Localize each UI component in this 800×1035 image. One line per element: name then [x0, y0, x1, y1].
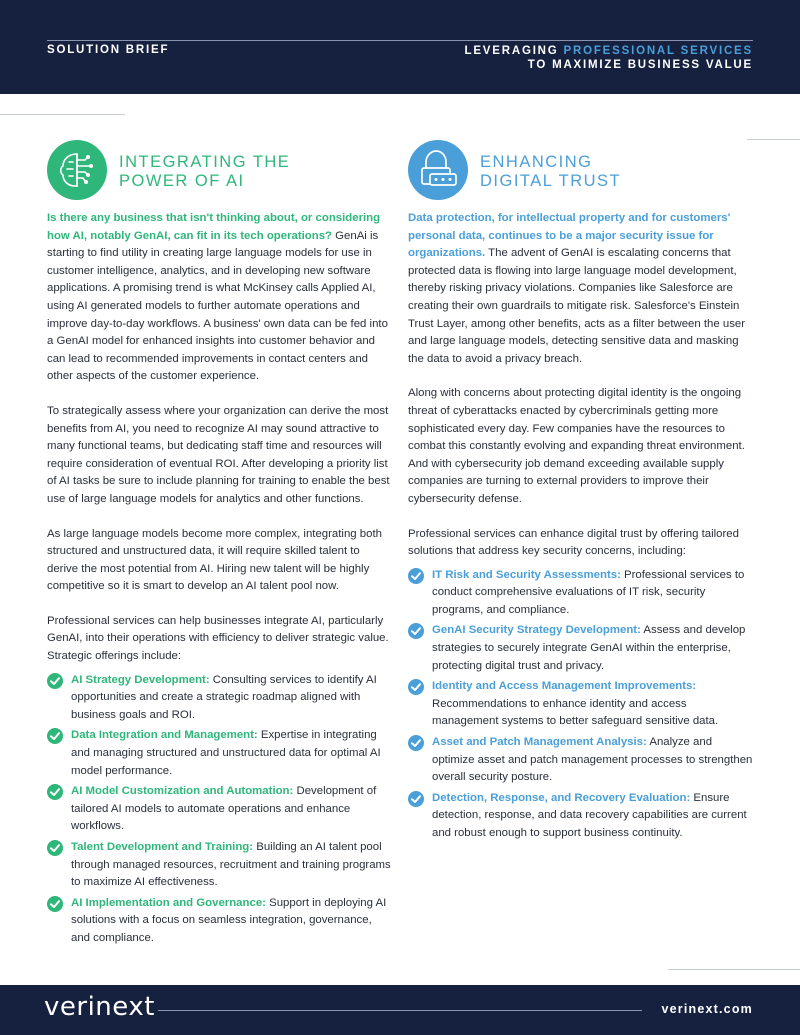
paragraph — [408, 210, 753, 368]
document-title — [465, 44, 754, 72]
list-item-label: Asset and Patch Management Analysis: — [432, 736, 647, 749]
list-item-text: Development of tailored AI models to automate operations and enhance workflows. — [71, 785, 377, 833]
list-item-text: Building an AI talent pool through managed resources, recruitment and training programs to maximize AI effectiveness. — [71, 841, 391, 889]
paragraph: Along with concerns about protecting digital identity is the ongoing threat of cyberattacks enacted by cybercriminals getting more sophisticated every day. Few companies have the resources to combat this constantly evolving and expanding threat environment. And with cybersecurity job demand exceeding available supply companies are turning to external providers to improve their cybersecurity defense. — [408, 387, 745, 505]
list-item-text: Analyze and optimize asset and patch management processes to strengthen overall security posture. — [432, 736, 753, 784]
list-item-text: Support in deploying AI solutions with a focus on seamless integration, governance, and compliance. — [71, 896, 387, 944]
list-item — [47, 783, 392, 836]
verinext-logo: verinext — [44, 992, 155, 1022]
checkmark-icon — [408, 568, 424, 584]
list-item — [47, 727, 392, 780]
decorative-rule-bottom — [668, 969, 800, 970]
list-item-label: IT Risk and Security Assessments: — [432, 568, 621, 581]
list-item-label: Data Integration and Management: — [71, 729, 258, 742]
ai-brain-icon — [47, 140, 107, 200]
checkmark-icon — [47, 728, 63, 744]
document-title-line2: TO MAXIMIZE BUSINESS VALUE — [527, 59, 753, 71]
section-title-line1: ENHANCING — [480, 153, 593, 171]
document-title-line1 — [465, 44, 754, 58]
paragraph: Professional services can help businesses integrate AI, particularly GenAI, into their operations with efficiency to deliver strategic value. Strategic offerings include: — [47, 614, 389, 663]
page-header — [0, 0, 800, 94]
section-body — [47, 210, 392, 951]
website-link[interactable]: verinext.com — [661, 1002, 753, 1016]
checkmark-icon — [47, 896, 63, 912]
list-item-text: Consulting services to identify AI opportunities and create a strategic roadmap aligned with business goals and ROI. — [71, 673, 377, 721]
list-item — [47, 672, 392, 725]
list-item-label: AI Implementation and Governance: — [71, 896, 266, 909]
list-item — [408, 790, 753, 843]
section-title-line2: DIGITAL TRUST — [480, 172, 622, 190]
checkmark-icon — [408, 735, 424, 751]
list-item — [408, 678, 753, 731]
list-item-label: Talent Development and Training: — [71, 841, 254, 853]
list-item — [47, 895, 392, 948]
header-rule — [47, 40, 753, 41]
list-item-text: Recommendations to enhance identity and access management systems to better safeguard sensitive data. — [432, 697, 719, 728]
page-footer — [0, 985, 800, 1035]
password-lock-icon — [408, 140, 468, 200]
paragraph: As large language models become more complex, integrating both structured and unstructured data, it will require skilled talent to derive the most potential from AI. Hiring new talent will be highly competitive so it is smart to develop an AI talent pool now. — [47, 527, 382, 593]
section-title-line1: INTEGRATING THE — [119, 153, 291, 171]
list-item-label: AI Model Customization and Automation: — [71, 785, 294, 798]
section-body — [408, 210, 753, 846]
list-item — [47, 839, 392, 892]
paragraph — [47, 210, 392, 386]
offerings-list — [47, 672, 392, 948]
list-item-text: Professional services to conduct comprehensive evaluations of IT risk, security programs, and compliance. — [432, 568, 745, 616]
list-item-text: Expertise in integrating and managing structured and unstructured data for optimal AI model performance. — [71, 729, 381, 777]
checkmark-icon — [408, 623, 424, 639]
paragraph-text: GenAi is starting to find utility in creating large language models for use in customer intelligence, analytics, and in developing new software applications. A promising trend is what McKinsey calls Applied AI, using AI generated models to further automate operations and improve day-to-day workflows. A business' own data can be fed into a GenAI model for enhanced insights into customer behavior and can lead to recommended improvements in contact centers and other aspects of the customer experience. — [47, 229, 388, 383]
list-item-label: GenAI Security Strategy Development: — [432, 624, 641, 637]
list-item-label: Detection, Response, and Recovery Evaluation: — [432, 791, 691, 804]
paragraph: Professional services can enhance digital trust by offering tailored solutions that address key security concerns, including: — [408, 527, 739, 558]
checkmark-icon — [47, 673, 63, 689]
list-item — [408, 567, 753, 620]
title-accent: PROFESSIONAL SERVICES — [563, 45, 753, 57]
solutions-list — [408, 567, 753, 843]
list-item-label: Identity and Access Management Improvements: — [432, 680, 697, 693]
checkmark-icon — [408, 679, 424, 695]
paragraph: To strategically assess where your organization can derive the most benefits from AI, you need to recognize AI may sound attractive to many functional teams, but dedicating staff time and resources will require consideration of eventual ROI. After developing a priority list of AI tasks be sure to include planning for training to enable the best use of large language models for analytics and other functions. — [47, 404, 390, 505]
decorative-rule-left — [0, 114, 125, 115]
paragraph-text: The advent of GenAI is escalating concerns that protected data is flowing into large language model development, thereby risking privacy violations. Companies like Salesforce are creating their own guardrails to mitigate risk. Salesforce's Einstein Trust Layer, among other benefits, acts as a filter between the user and large language models, detecting sensitive data and masking the data to avoid a privacy breach. — [408, 247, 746, 365]
section-title — [119, 153, 290, 191]
list-item — [408, 734, 753, 787]
checkmark-icon — [408, 791, 424, 807]
list-item-text: Assess and develop strategies to securely integrate GenAI within the enterprise, protecting digital trust and privacy. — [432, 624, 746, 672]
footer-rule — [158, 1010, 642, 1011]
list-item-label: AI Strategy Development: — [71, 673, 210, 686]
checkmark-icon — [47, 840, 63, 856]
list-item — [408, 622, 753, 675]
section-title-line2: POWER OF AI — [119, 172, 245, 190]
checkmark-icon — [47, 784, 63, 800]
lead-statement: Data protection, for intellectual property and for customers' personal data, continues to be a major security issue for organizations. — [408, 212, 731, 260]
section-title — [480, 153, 621, 191]
list-item-text: Ensure detection, response, and data recovery capabilities are current and robust enough to support business continuity. — [432, 791, 747, 839]
document-type-label: SOLUTION BRIEF — [47, 44, 170, 56]
lead-question: Is there any business that isn't thinking about, or considering how AI, notably GenAI, can fit in its tech operations? — [47, 212, 381, 242]
title-prefix: LEVERAGING — [464, 45, 564, 57]
decorative-rule-right — [747, 139, 800, 140]
